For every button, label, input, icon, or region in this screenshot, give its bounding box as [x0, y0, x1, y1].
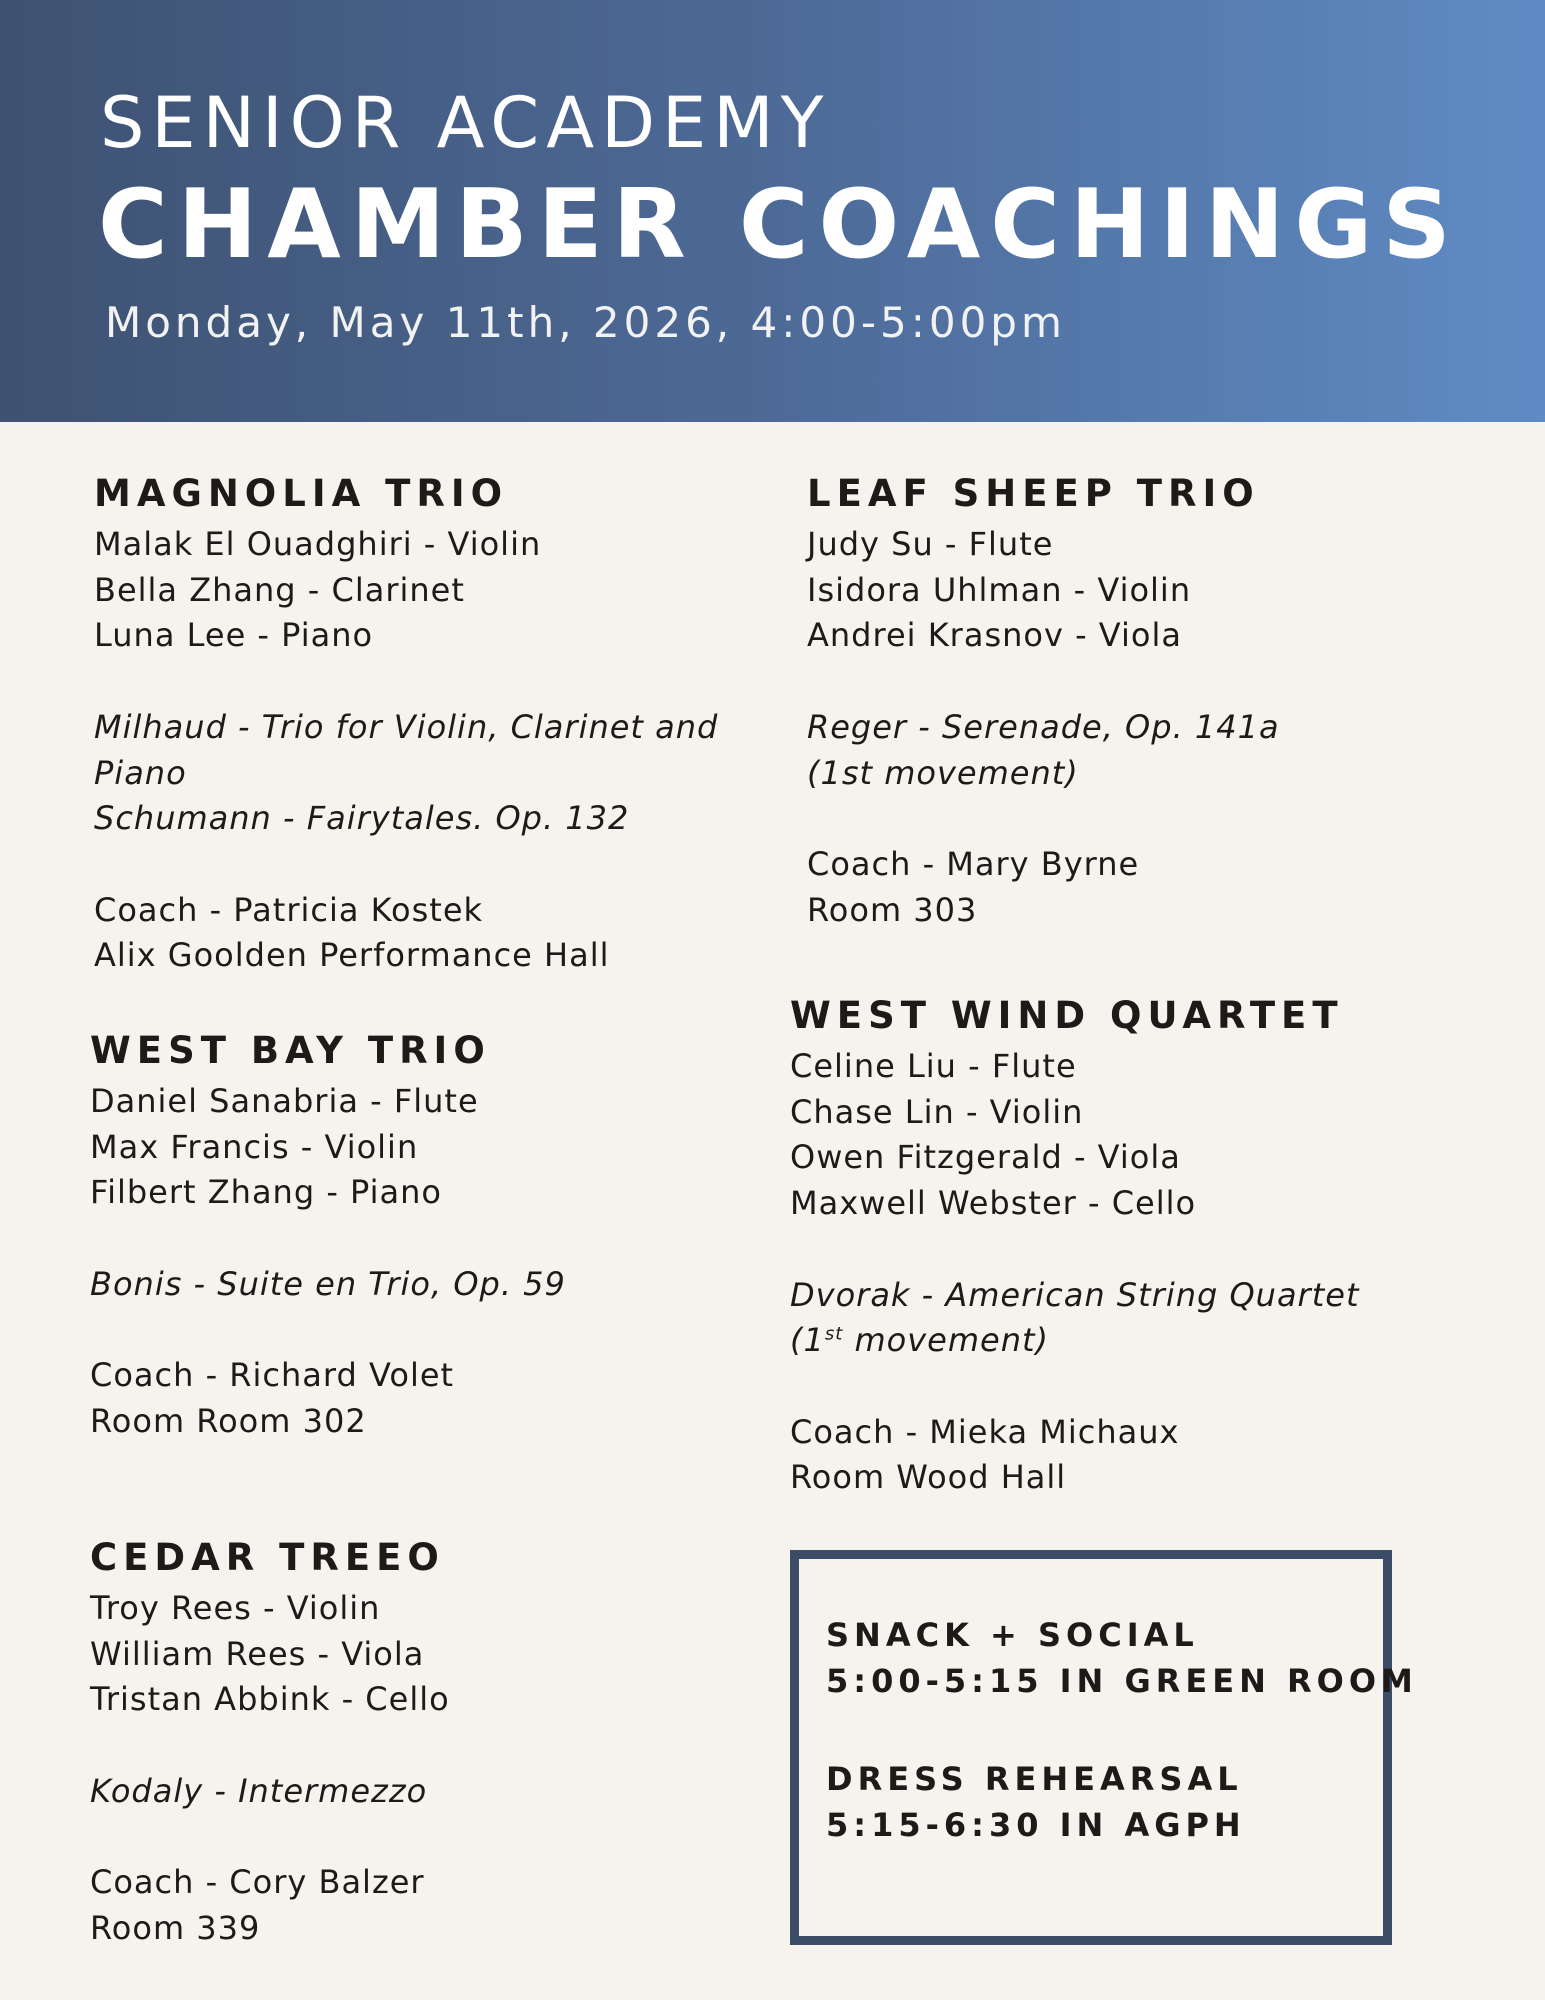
coach-line: Coach - Mary Byrne: [807, 844, 1140, 883]
member-line: Chase Lin - Violin: [790, 1092, 1084, 1131]
member-line: Maxwell Webster - Cello: [790, 1184, 1197, 1223]
event-date: Monday, May 11th, 2026, 4:00-5:00pm: [105, 298, 1066, 347]
repertoire-line: [790, 1318, 1359, 1364]
room-line: Room 303: [807, 890, 978, 929]
member-line: Filbert Zhang - Piano: [90, 1173, 442, 1212]
repertoire-line: Piano: [94, 753, 187, 792]
coach-line: Coach - Patricia Kostek: [94, 890, 484, 929]
ensemble-west-bay-trio: [90, 1023, 566, 1445]
repertoire-line: (1st movement): [807, 753, 1079, 792]
repertoire-line: Milhaud - Trio for Violin, Clarinet and: [94, 707, 719, 746]
room-line: Room 339: [90, 1908, 261, 1947]
repertoire-line: Dvorak - American String Quartet: [790, 1275, 1360, 1314]
room-line: Alix Goolden Performance Hall: [94, 936, 610, 975]
member-line: Isidora Uhlman - Violin: [807, 570, 1192, 609]
schedule-notice-box: [790, 1550, 1418, 1945]
notice-snack-title: SNACK + SOCIAL: [826, 1616, 1199, 1654]
ensemble-west-wind-quartet: [790, 988, 1359, 1501]
member-line: Luna Lee - Piano: [94, 616, 374, 655]
coach-line: Coach - Mieka Michaux: [790, 1412, 1180, 1451]
ensemble-name: LEAF SHEEP TRIO: [807, 472, 1260, 515]
coach-line: Coach - Richard Volet: [90, 1356, 455, 1395]
header-banner: [0, 0, 1545, 422]
coach-line: Coach - Cory Balzer: [90, 1863, 425, 1902]
member-line: William Rees - Viola: [90, 1634, 425, 1673]
member-line: Owen Fitzgerald - Viola: [790, 1138, 1181, 1177]
member-line: Malak El Ouadghiri - Violin: [94, 525, 542, 563]
member-line: Daniel Sanabria - Flute: [90, 1082, 479, 1120]
member-line: Andrei Krasnov - Viola: [807, 616, 1182, 655]
member-line: Max Francis - Violin: [90, 1127, 419, 1166]
notice-snack-time: 5:00-5:15 IN GREEN ROOM: [826, 1661, 1418, 1700]
member-line: Judy Su - Flute: [807, 525, 1054, 563]
ordinal-superscript: st: [824, 1323, 844, 1345]
page-title: CHAMBER COACHINGS: [98, 170, 1461, 280]
member-line: Tristan Abbink - Cello: [90, 1680, 450, 1719]
member-line: Troy Rees - Violin: [90, 1589, 381, 1627]
ensemble-leaf-sheep-trio: [807, 466, 1280, 933]
notice-rehearsal-title: DRESS REHEARSAL: [826, 1760, 1243, 1798]
room-line: Room Room 302: [90, 1401, 367, 1440]
member-line: Bella Zhang - Clarinet: [94, 570, 465, 609]
ensemble-name: WEST WIND QUARTET: [790, 994, 1344, 1037]
notice-rehearsal-time: 5:15-6:30 IN AGPH: [826, 1805, 1246, 1844]
movement-prefix: (1: [790, 1321, 825, 1360]
repertoire-line: Schumann - Fairytales. Op. 132: [94, 799, 630, 838]
ensemble-name: WEST BAY TRIO: [90, 1029, 491, 1072]
repertoire-line: Reger - Serenade, Op. 141a: [807, 707, 1280, 746]
repertoire-line: Bonis - Suite en Trio, Op. 59: [90, 1264, 566, 1303]
room-line: Room Wood Hall: [790, 1458, 1067, 1497]
ensemble-name: MAGNOLIA TRIO: [94, 472, 509, 515]
ensemble-name: CEDAR TREEO: [90, 1536, 445, 1579]
header-subtitle: SENIOR ACADEMY: [100, 82, 831, 164]
ensemble-magnolia-trio: [94, 466, 718, 979]
repertoire-line: Kodaly - Intermezzo: [90, 1771, 428, 1810]
member-line: Celine Liu - Flute: [790, 1047, 1077, 1085]
movement-suffix: movement): [843, 1321, 1049, 1360]
ensemble-cedar-treeo: [90, 1530, 450, 1952]
